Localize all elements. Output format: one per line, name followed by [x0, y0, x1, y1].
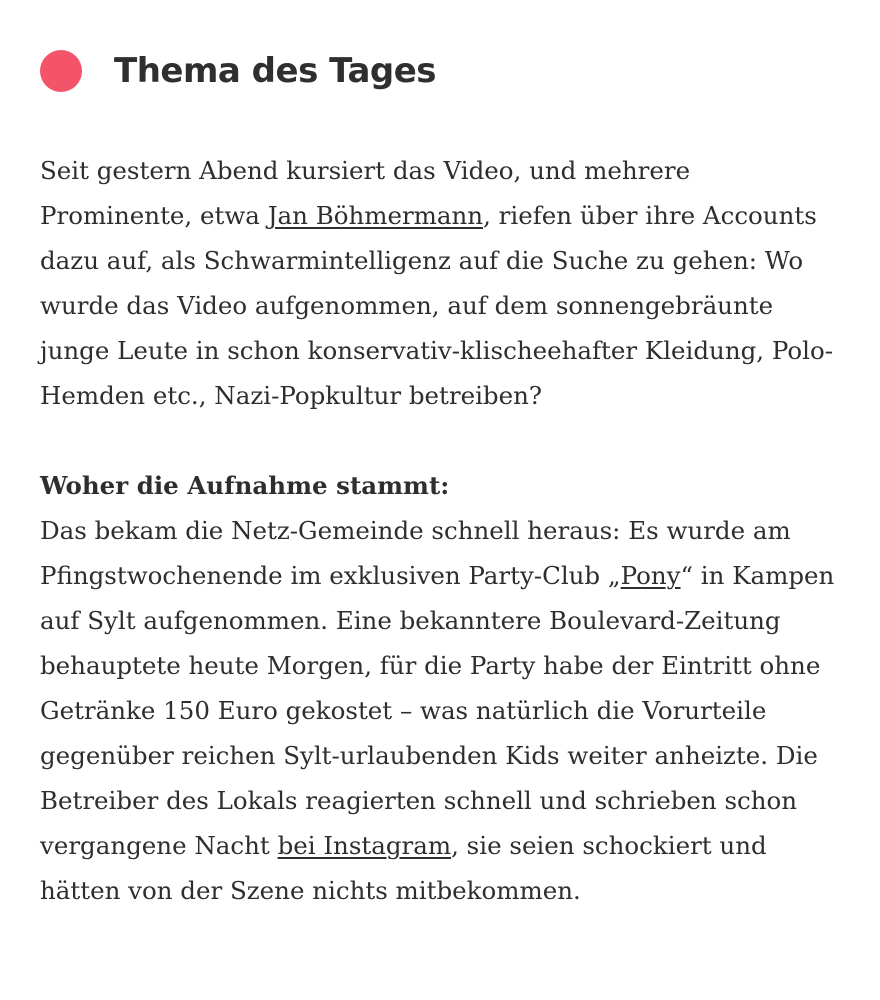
red-dot-icon: [40, 50, 82, 92]
link-instagram[interactable]: bei Instagram: [277, 831, 452, 860]
paragraph-subheading: Woher die Aufnahme stammt:: [40, 471, 450, 500]
paragraph-text: , sie seien schockiert und hätten von der Szene nichts mitbekommen.: [40, 831, 767, 905]
link-jan-boehmermann[interactable]: Jan Böhmermann: [267, 201, 484, 230]
section-header: [40, 46, 436, 96]
article-body: [40, 148, 840, 913]
paragraph-text: Das bekam die Netz-Gemeinde schnell heraus: Es wurde am Pfingstwochenende im exklusiven Party-Club „: [40, 516, 791, 590]
paragraph-text: Seit gestern Abend kursiert das Video, und mehrere Prominente, etwa: [40, 156, 691, 230]
link-pony[interactable]: Pony: [620, 561, 681, 590]
paragraph-text: , riefen über ihre Accounts dazu auf, als Schwarmintelligenz auf die Suche zu gehen: Wo wurde das Video aufgenommen, auf dem sonnengebräunte junge Leute in schon konservativ-klischeehafter Kleidung, Polo-Hemden etc., Nazi-Popkultur betreiben?: [40, 201, 833, 410]
article-paragraph-intro: [40, 148, 840, 418]
section-title: Thema des Tages: [114, 51, 437, 91]
paragraph-text: “ in Kampen auf Sylt aufgenommen. Eine bekanntere Boulevard-Zeitung behauptete heute Morgen, für die Party habe der Eintritt ohne Getränke 150 Euro gekostet – was natürlich die Vorurteile gegenüber reichen Sylt-urlaubenden Kids weiter anheizte. Die Betreiber des Lokals reagierten schnell und schrieben schon vergangene Nacht: [40, 561, 835, 860]
article-paragraph-origin: [40, 463, 840, 913]
